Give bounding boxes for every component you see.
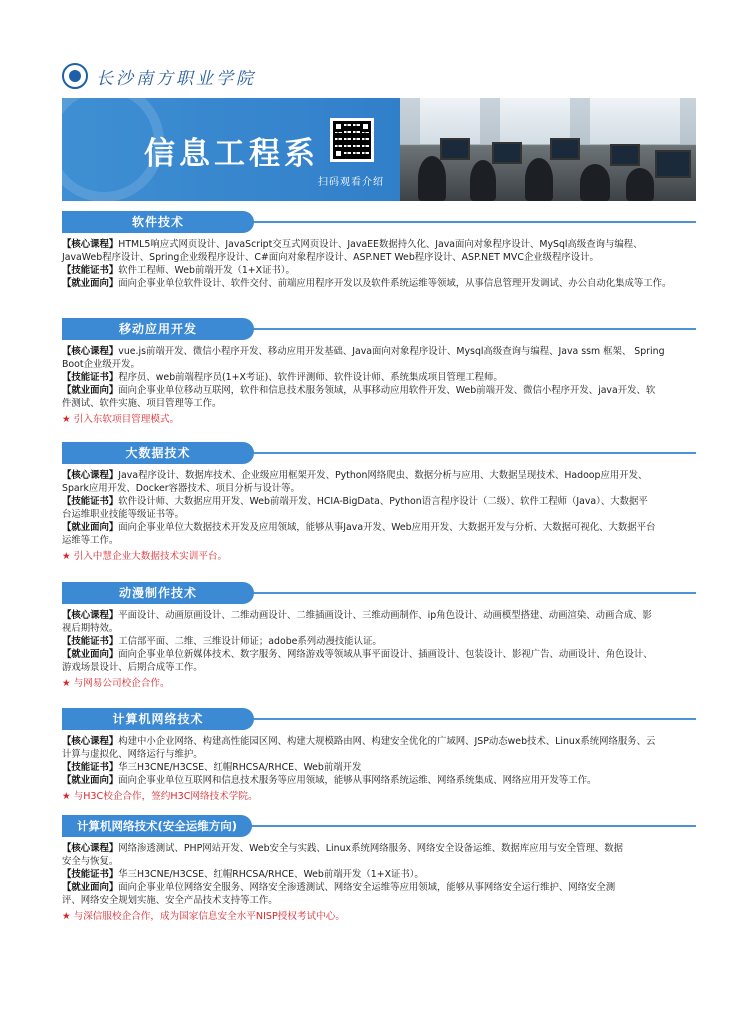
section-header — [62, 318, 696, 340]
field-text: 华三H3CNE/H3CSE、红帽RHCSA/RHCE、Web前端开发（1+X证书）。 — [118, 869, 424, 880]
field-label: 【技能证书】 — [62, 372, 119, 383]
text-line — [62, 622, 696, 635]
text-line — [62, 358, 696, 371]
field-text: 面向企事业单位大数据技术开发及应用领域，能够从事Java开发、Web应用开发、大数据开发与分析、大数据可视化、大数据平台 — [118, 522, 656, 533]
section-body — [62, 609, 696, 674]
field-label: 【技能证书】 — [62, 265, 119, 276]
field-label: 【核心课程】 — [62, 470, 119, 481]
text-line — [62, 735, 696, 748]
note-text: 引入中慧企业大数据技术实训平台。 — [73, 551, 228, 562]
section-bigdata — [62, 442, 696, 564]
section-title: 计算机网络技术 — [62, 708, 254, 730]
text-line — [62, 609, 696, 622]
school-name: 长沙南方职业学院 — [96, 68, 256, 89]
text-line — [62, 264, 696, 277]
text-line — [62, 495, 696, 508]
field-text: 面向企事业单位互联网和信息技术服务等应用领域，能够从事网络系统运维、网络系统集成、网络应用开发等工作。 — [118, 775, 597, 786]
section-network-security — [62, 815, 696, 924]
section-network — [62, 708, 696, 804]
school-logo — [62, 60, 256, 92]
field-text: 面向企事业单位网络安全服务、网络安全渗透测试、网络安全运维等应用领域，能够从事网络安全运行维护、网络安全测 — [118, 882, 616, 893]
field-label: 【核心课程】 — [62, 346, 119, 357]
star-icon: ★ — [62, 911, 71, 922]
text-line — [62, 761, 696, 774]
field-text: 网络渗透测试、PHP网站开发、Web安全与实践、Linux系统网络服务、网络安全设备运维、数据库应用与安全管理、数据 — [118, 843, 623, 854]
field-text: Java程序设计、数据库技术、企业级应用框架开发、Python网络爬虫、数据分析与应用、大数据呈现技术、Hadoop应用开发、 — [118, 470, 648, 481]
text-line — [62, 774, 696, 787]
field-text: 平面设计、动画原画设计、二维动画设计、二维插画设计、三维动画制作、ip角色设计、动画模型搭建、动画渲染、动画合成、影 — [118, 610, 652, 621]
text-line — [62, 384, 696, 397]
note-text: 与深信服校企合作，成为国家信息安全水平NISP授权考试中心。 — [73, 911, 345, 922]
field-text: 华三H3CNE/H3CSE、红帽RHCSA/RHCE、Web前端开发 — [118, 762, 362, 773]
section-header — [62, 815, 696, 837]
field-text: 面向企事业单位新媒体技术、数字服务、网络游戏等领域从事平面设计、插画设计、包装设计、影视广告、动画设计、角色设计、 — [118, 649, 653, 660]
note-text: 引入东软项目管理模式。 — [73, 414, 180, 425]
field-text: 面向企事业单位移动互联网，软件和信息技术服务领域，从事移动应用软件开发、Web前端开发、微信小程序开发、java开发、软 — [118, 385, 656, 396]
field-text: 构建中小企业网络、构建高性能园区网、构建大规模路由网、构建安全优化的广域网、JSP动态web技术、Linux系统网络服务、云 — [118, 736, 656, 747]
text-line — [62, 397, 696, 410]
text-line — [62, 277, 696, 290]
section-header — [62, 442, 696, 464]
field-text: 运维等工作。 — [62, 535, 119, 546]
highlight-note — [62, 790, 696, 804]
field-label: 【技能证书】 — [62, 636, 119, 647]
field-text: 软件工程师、Web前端开发（1+X证书）。 — [118, 265, 295, 276]
field-text: 程序员、web前端程序员(1+X考证)、软件评测师、软件设计师、系统集成项目管理工程师。 — [118, 372, 503, 383]
highlight-note — [62, 550, 696, 564]
section-body — [62, 238, 696, 290]
note-text: 与网易公司校企合作。 — [73, 678, 170, 689]
field-label: 【就业面向】 — [62, 882, 119, 893]
field-text: 视后期特效。 — [62, 623, 119, 634]
field-label: 【核心课程】 — [62, 239, 119, 250]
section-body — [62, 842, 696, 907]
department-title: 信息工程系 — [144, 136, 319, 172]
star-icon: ★ — [62, 414, 71, 425]
section-title: 移动应用开发 — [62, 318, 254, 340]
highlight-note — [62, 910, 696, 924]
field-label: 【就业面向】 — [62, 278, 119, 289]
field-label: 【技能证书】 — [62, 762, 119, 773]
text-line — [62, 251, 696, 264]
text-line — [62, 648, 696, 661]
field-text: 评、网络安全规划实施、安全产品技术支持等工作。 — [62, 895, 278, 906]
field-text: 工信部平面、二维、三维设计师证；adobe系列动漫技能认证。 — [118, 636, 382, 647]
section-body — [62, 469, 696, 547]
star-icon: ★ — [62, 791, 71, 802]
field-text: JavaWeb程序设计、Spring企业级程序设计、C#面向对象程序设计、ASP.NET Web程序设计、ASP.NET MVC企业级程序设计。 — [62, 252, 599, 263]
field-label: 【技能证书】 — [62, 869, 119, 880]
field-text: 台运维职业技能等级证书等。 — [62, 509, 184, 520]
section-title: 计算机网络技术(安全运维方向) — [62, 815, 252, 837]
text-line — [62, 881, 696, 894]
section-mobile — [62, 318, 696, 427]
section-body — [62, 735, 696, 787]
field-label: 【就业面向】 — [62, 385, 119, 396]
section-animation — [62, 582, 696, 691]
text-line — [62, 855, 696, 868]
field-text: Boot企业级开发。 — [62, 359, 140, 370]
field-text: 计算与虚拟化、网络运行与维护。 — [62, 749, 203, 760]
field-text: 软件设计师、大数据应用开发、Web前端开发、HCIA-BigData、Python语言程序设计（二级）、软件工程师（Java）、大数据平 — [118, 496, 648, 507]
text-line — [62, 534, 696, 547]
computer-lab-photo — [400, 98, 696, 201]
field-text: 安全与恢复。 — [62, 856, 119, 867]
section-body — [62, 345, 696, 410]
section-header — [62, 708, 696, 730]
section-header — [62, 211, 696, 233]
section-title: 软件技术 — [62, 211, 254, 233]
field-label: 【就业面向】 — [62, 649, 119, 660]
text-line — [62, 661, 696, 674]
star-icon: ★ — [62, 551, 71, 562]
section-software — [62, 211, 696, 290]
department-banner — [62, 98, 696, 201]
school-seal-icon — [62, 63, 88, 89]
field-label: 【核心课程】 — [62, 843, 119, 854]
qr-code-icon[interactable] — [330, 118, 374, 162]
text-line — [62, 868, 696, 881]
note-text: 与H3C校企合作，签约H3C网络技术学院。 — [73, 791, 258, 802]
text-line — [62, 521, 696, 534]
section-header — [62, 582, 696, 604]
text-line — [62, 748, 696, 761]
text-line — [62, 635, 696, 648]
text-line — [62, 469, 696, 482]
field-label: 【就业面向】 — [62, 522, 119, 533]
field-text: 面向企事业单位软件设计、软件交付、前端应用程序开发以及软件系统运维等领域，从事信息管理开发调试、办公自动化集成等工作。 — [118, 278, 672, 289]
field-text: vue.js前端开发、微信小程序开发、移动应用开发基础、Java面向对象程序设计、Mysql高级查询与编程、Java ssm 框架、 Spring — [118, 346, 665, 357]
field-text: Spark应用开发、Docker容器技术、项目分析与设计等。 — [62, 483, 300, 494]
section-title: 大数据技术 — [62, 442, 254, 464]
text-line — [62, 508, 696, 521]
field-label: 【就业面向】 — [62, 775, 119, 786]
star-icon: ★ — [62, 678, 71, 689]
text-line — [62, 238, 696, 251]
field-label: 【核心课程】 — [62, 736, 119, 747]
highlight-note — [62, 677, 696, 691]
text-line — [62, 482, 696, 495]
text-line — [62, 371, 696, 384]
field-label: 【核心课程】 — [62, 610, 119, 621]
text-line — [62, 894, 696, 907]
field-label: 【技能证书】 — [62, 496, 119, 507]
text-line — [62, 842, 696, 855]
field-text: HTML5响应式网页设计、JavaScript交互式网页设计、JavaEE数据持久化、Java面向对象程序设计、MySql高级查询与编程、 — [118, 239, 643, 250]
field-text: 游戏场景设计、后期合成等工作。 — [62, 662, 203, 673]
highlight-note — [62, 413, 696, 427]
text-line — [62, 345, 696, 358]
field-text: 件测试、软件实施、项目管理等工作。 — [62, 398, 222, 409]
section-title: 动漫制作技术 — [62, 582, 254, 604]
qr-caption: 扫码观看介绍 — [318, 177, 384, 188]
